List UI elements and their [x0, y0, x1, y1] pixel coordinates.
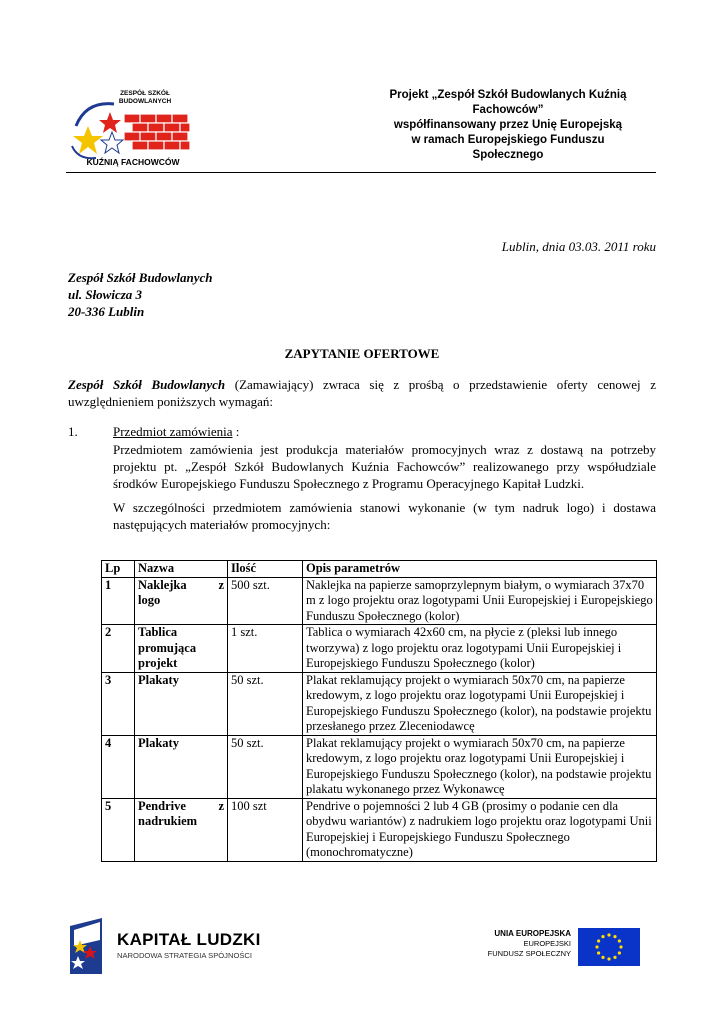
eu-star-icon	[601, 935, 604, 938]
table-row	[102, 735, 657, 798]
address-line3: 20-336 Lublin	[68, 304, 145, 319]
eu-star-icon	[618, 939, 621, 942]
row-name-a: Pendrive	[138, 798, 186, 813]
project-header	[358, 88, 658, 163]
row-name	[135, 672, 228, 735]
logo-line1: ZESPÓŁ SZKÓŁ	[120, 90, 170, 97]
row-desc: Plakat reklamujący projekt o wymiarach 50x70 cm, na papierze kredowym, z logo projektu oraz logotypami Unii Europejskiej i Europejskiego Funduszu Społecznego (kolor), na podstawie projektu przesłanego przez Zleceniodawcę	[303, 672, 657, 735]
project-line: Projekt „Zespół Szkół Budowlanych Kuźnią	[389, 89, 627, 101]
eu-star-icon	[613, 935, 616, 938]
intro-paragraph	[68, 376, 656, 410]
row-name-top	[138, 578, 224, 594]
eu-star-icon	[619, 945, 622, 948]
ue-line3: FUNDUSZ SPOŁECZNY	[487, 949, 571, 958]
project-line: Społecznego	[472, 149, 544, 161]
eu-star-icon	[618, 951, 621, 954]
eu-star-icon	[607, 957, 610, 960]
row-desc: Pendrive o pojemności 2 lub 4 GB (prosimy o podanie cen dla obydwu wariantów) z nadrukiem logo projektu oraz logotypami Unii Europejskiej i Europejskiego Funduszu Społecznego (monochromatyczne)	[303, 798, 657, 861]
row-name-top	[138, 736, 224, 752]
row-name-top	[138, 625, 224, 641]
row-qty: 500 szt.	[228, 577, 303, 625]
ue-line2: EUROPEJSKI	[523, 939, 571, 948]
row-lp: 3	[102, 672, 135, 735]
address-line2: ul. Słowicza 3	[68, 287, 143, 302]
row-name-a: Tablica	[138, 625, 178, 639]
intro-rest: (Zamawiający) zwraca się z prośbą o przedstawienie oferty cenowej z uwzględnieniem poniższych wymagań:	[68, 377, 657, 409]
row-name-c: promująca projekt	[138, 640, 197, 670]
row-name-a: Naklejka	[138, 577, 187, 592]
table-header-row	[102, 561, 657, 578]
project-line: współfinansowany przez Unię Europejską	[393, 119, 623, 131]
row-qty: 1 szt.	[228, 625, 303, 673]
logo-school-name	[90, 90, 200, 106]
row-name	[135, 735, 228, 798]
row-name	[135, 577, 228, 625]
row-lp: 2	[102, 625, 135, 673]
row-qty: 50 szt.	[228, 735, 303, 798]
logo-line2: BUDOWLANYCH	[118, 98, 172, 105]
intro-bold: Zespół Szkół Budowlanych	[68, 377, 226, 392]
table-row	[102, 625, 657, 673]
header-lp: Lp	[102, 561, 135, 578]
ue-text	[470, 929, 571, 959]
logo-caption: KUŹNIĄ FACHOWCÓW	[86, 157, 180, 167]
table-row	[102, 577, 657, 625]
eu-flag-icon	[578, 928, 640, 966]
row-name-top	[138, 799, 224, 815]
project-line: w ramach Europejskiego Funduszu	[411, 134, 605, 146]
document-date: Lublin, dnia 03.03. 2011 roku	[501, 239, 656, 254]
row-name-top	[138, 673, 224, 689]
project-line: Fachowców”	[472, 104, 544, 116]
eu-star-icon	[597, 939, 600, 942]
section-heading-text: Przedmiot zamówienia	[113, 424, 233, 439]
row-name-b: z	[218, 798, 224, 813]
eu-star-icon	[595, 945, 598, 948]
section-paragraph-2: W szczególności przedmiotem zamówienia stanowi wykonanie (w tym nadruk logo) i dostawa następujących materiałów promocyjnych:	[113, 500, 656, 532]
eu-star-icon	[597, 951, 600, 954]
row-lp: 4	[102, 735, 135, 798]
row-name-a: Plakaty	[138, 735, 179, 750]
header-qty: Ilość	[228, 561, 303, 578]
section-paragraph-1: Przedmiotem zamówienia jest produkcja materiałów promocyjnych wraz z dostawą na potrzeby projektu pt. „Zespół Szkół Budowlanych Kuźnia Fachowców” realizowanego przy współudziale środków Europejskiego Funduszu Społecznego z Programu Operacyjnego Kapitał Ludzki.	[113, 442, 656, 491]
sender-address	[68, 269, 212, 320]
row-qty: 50 szt.	[228, 672, 303, 735]
row-name-c: logo	[138, 593, 161, 607]
document-title: ZAPYTANIE OFERTOWE	[284, 346, 440, 361]
eu-star-icon	[601, 956, 604, 959]
address-line1: Zespół Szkół Budowlanych	[68, 270, 213, 285]
row-name	[135, 625, 228, 673]
section-number: 1.	[68, 424, 78, 439]
row-desc: Naklejka na papierze samoprzylepnym białym, o wymiarach 37x70 m z logo projektu oraz logotypami Unii Europejskiej i Europejskiego Funduszu Społecznego (kolor)	[303, 577, 657, 625]
eu-star-icon	[613, 956, 616, 959]
row-lp: 1	[102, 577, 135, 625]
row-lp: 5	[102, 798, 135, 861]
table-row	[102, 798, 657, 861]
header-name: Nazwa	[135, 561, 228, 578]
ue-line1: UNIA EUROPEJSKA	[494, 929, 571, 938]
row-name-b: z	[218, 577, 224, 592]
row-desc: Tablica o wymiarach 42x60 cm, na płycie z (pleksi lub innego tworzywa) z logo projektu oraz logotypami Unii Europejskiej i Europejskiego Funduszu Społecznego (kolor)	[303, 625, 657, 673]
materials-table	[101, 560, 657, 862]
kl-subtitle: NARODOWA STRATEGIA SPÓJNOŚCI	[117, 951, 253, 960]
row-qty: 100 szt	[228, 798, 303, 861]
row-name-c: nadrukiem	[138, 814, 198, 828]
kl-title: KAPITAŁ LUDZKI	[117, 930, 261, 949]
header-divider	[66, 172, 656, 173]
section-heading-suffix: :	[232, 424, 240, 439]
header-desc: Opis parametrów	[303, 561, 657, 578]
eu-star-icon	[607, 933, 610, 936]
row-desc: Plakat reklamujący projekt o wymiarach 50x70 cm, na papierze kredowym, z logo projektu oraz logotypami Unii Europejskiej i Europejskiego Funduszu Społecznego (kolor), na podstawie projektu plakatu wykonanego przez Wykonawcę	[303, 735, 657, 798]
table-row	[102, 672, 657, 735]
row-name	[135, 798, 228, 861]
row-name-a: Plakaty	[138, 672, 179, 687]
section-heading	[113, 424, 239, 440]
